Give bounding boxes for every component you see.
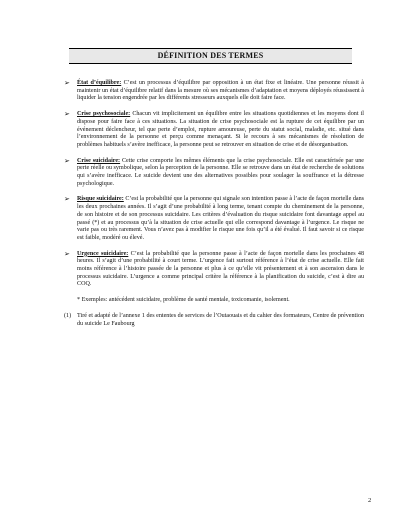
arrow-bullet-icon: ➢ — [64, 110, 70, 119]
section-title: DÉFINITION DES TERMES — [69, 48, 352, 64]
definition-urgence-suicidaire — [64, 251, 364, 290]
definition-text: C’est la probabilité que la personne qui signale son intention passe à l’acte de façon mortelle dans les deux prochaines années. Il s’agit d’une probabilité à long terme, tenant compte du cheminement de la personne, de son histoire et de son processus suicidaire. Les critères d’évaluation du risque suicidaire font davantage appel au passé (*) et au processus qu’à la situation de crise actuelle qui elle correspond davantage à l’urgence. Le risque ne varie pas ou très rarement. Vous n’avez pas à modifier le risque une fois qu’il a été évalué. Il faut savoir si ce risque est faible, modéré ou élevé. — [77, 196, 365, 241]
arrow-bullet-icon: ➢ — [64, 79, 70, 87]
definition-text: C’est un processus d’équilibre par opposition à un état fixe et linéaire. Une personne réussit à maintenir un état d’équilibre relatif dans la mesure où ses mécanismes d’adaptation et moyens déployés réussissent à liquider la tension engendrée par les différents stresseurs auxquels elle doit faire face. — [77, 80, 364, 102]
definition-risque-suicidaire — [64, 196, 364, 242]
definition-crise-psychosociale — [64, 111, 364, 150]
definition-term: Crise suicidaire: — [77, 157, 121, 164]
definition-etat-equilibre — [64, 80, 364, 103]
definitions-body — [64, 80, 364, 328]
definition-text: Cette crise comporte les mêmes éléments que la crise psychosociale. Elle est caractérisée par une perte réelle ou symbolique, selon la perception de la personne. Elle se retrouve dans un état de recherche de solutions qui s’avère inefficace. Le suicide devient une des alternatives possibles pour soulager la souffrance et la détresse psychologique. — [77, 157, 364, 187]
arrow-bullet-icon: ➢ — [64, 195, 70, 204]
page-number: 2 — [368, 497, 372, 504]
examples-footnote: * Exemples: antécédent suicidaire, problème de santé mentale, toxicomanie, isolement. — [77, 297, 290, 304]
source-note — [64, 313, 364, 328]
source-note-number: (1) — [64, 312, 72, 319]
definition-term: Risque suicidaire: — [77, 196, 124, 203]
source-note-text: Tiré et adapté de l’annexe 1 des ententes de services de l’Outaouais et du cahier des formateurs, Centre de prévention du suicide Le Faubourg — [77, 312, 364, 327]
definition-text: C’est la probabilité que la personne passe à l’acte de façon mortelle dans les prochaines 48 heures. Il s’agit d’une probabilité à court terme. L’urgence fait surtout référence à l’état de crise actuelle. Elle fait moins référence à l’histoire passée de la personne et plus à ce qu’elle vit présentement et à son ascension dans le processus suicidaire. L’urgence a comme principal critère la référence à la planification du suicide, c’est à dire au COQ. — [77, 250, 364, 288]
definition-text: Chacun vit implicitement un équilibre entre les situations quotidiennes et les moyens dont il dispose pour faire face à ces situations. La situation de crise psychosociale est la rupture de cet équilibre par un événement déclencheur, tel que perte d’emploi, rupture amoureuse, perte du statut social, maladie, etc. situé dans l’environnement de la personne et perçu comme menaçant. Si le recours à ses mécanismes de résolution de problèmes habituels s’avère inefficace, la personne peut se retrouver en situation de crise et de désorganisation. — [77, 111, 364, 148]
definition-crise-suicidaire — [64, 158, 364, 189]
definition-term: Urgence suicidaire: — [77, 250, 129, 257]
definition-term: Crise psychosociale: — [77, 111, 131, 118]
arrow-bullet-icon: ➢ — [64, 156, 70, 165]
arrow-bullet-icon: ➢ — [64, 249, 70, 258]
definition-term: État d’équilibre: — [77, 80, 122, 86]
